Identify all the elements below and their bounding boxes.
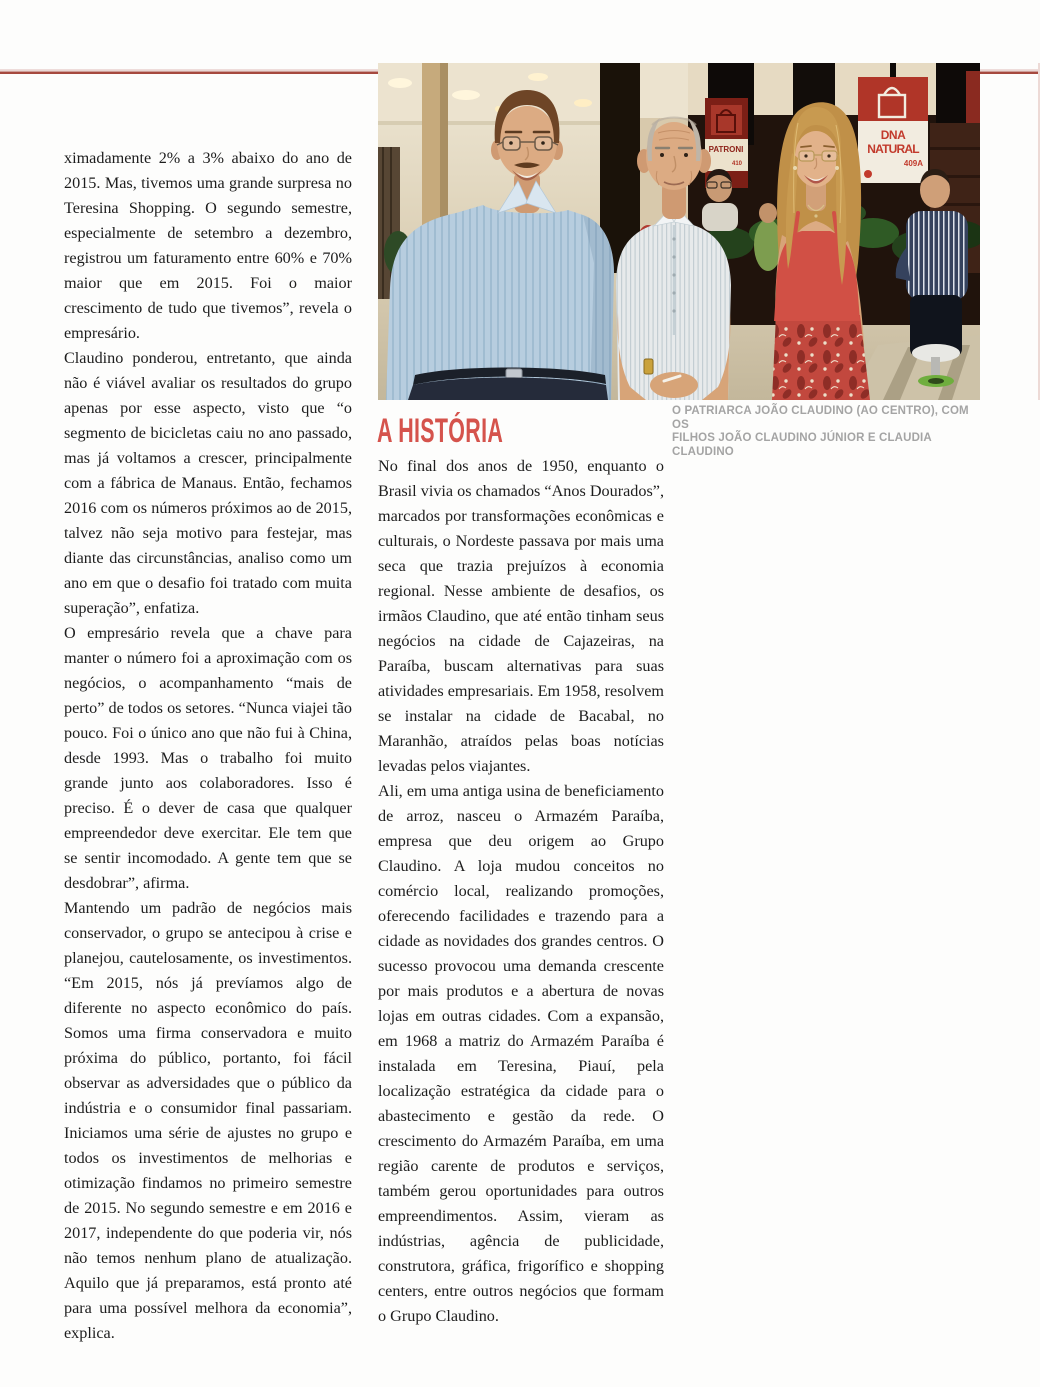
article-column-right	[378, 454, 664, 1329]
dna-banner-line1: DNA	[880, 128, 906, 142]
paragraph: No final dos anos de 1950, enquanto o Brasil vivia os chamados “Anos Dourados”, marcados por transformações econômicas e culturais, o Nordeste passava por mais uma seca que trazia prejuízos à economia regional. Nesse ambiente de desafios, os irmãos Claudino, que até então tinham seus negócios na cidade de Cajazeiras, na Paraíba, buscam alternativas para suas atividades empresariais. Em 1958, resolvem se instalar na cidade de Bacabal, no Maranhão, atraídos pelas boas notícias levadas pelos viajantes.	[378, 457, 664, 775]
paragraph: ximadamente 2% a 3% abaixo do ano de 2015. Mas, tivemos uma grande surpresa no Teresina Shopping. O segundo semestre, especialmente de setembro a dezembro, registrou um faturamento entre 60% e 70% maior que em 2015. Foi o maior crescimento de tudo que tivemos”, revela o empresário.	[64, 149, 352, 342]
paragraph: Ali, em uma antiga usina de beneficiamento de arroz, nasceu o Armazém Paraíba, empresa que deu origem ao Grupo Claudino. A loja mudou conceitos no comércio local, realizando promoções, oferecendo facilidades e trazendo para a cidade as novidades dos grandes centros. O sucesso provocou uma demanda crescente por mais produtos e a abertura de novas lojas em outras cidades. Com a expansão, em 1968 a matriz do Armazém Paraíba é instalada em Teresina, Piauí, pela localização estratégica da cidade para o abastecimento e gestão da rede. O crescimento do Armazém Paraíba, em uma região carente de produtos e serviços, também gerou oportunidades para outros empreendimentos. Assim, vieram as indústrias, agência de publicidade, construtora, gráfica, frigorífico e shopping centers, entre outros negócios que formam o Grupo Claudino.	[378, 782, 664, 1325]
dna-banner-number: 409A	[903, 159, 923, 168]
article-column-left	[64, 146, 352, 1346]
paragraph: Claudino ponderou, entretanto, que ainda não é viável avaliar os resultados do grupo apenas por esse aspecto, visto que “o segmento de bicicletas caiu no ano passado, mas já voltamos a crescer, principalmente com a fábrica de Manaus. Então, fechamos 2016 com os números próximos ao de 2015, talvez não seja motivo para festejar, mas diante das circunstâncias, analiso como um ano em que o desafio foi tratado com muita superação”, enfatiza.	[64, 349, 352, 617]
person-claudia-claudino	[772, 102, 870, 400]
patroni-banner-label: PATRONI	[708, 145, 744, 154]
dna-banner-line2: NATURAL	[867, 142, 919, 156]
patroni-banner-number: 410	[731, 161, 742, 167]
paragraph: O empresário revela que a chave para manter o número foi a aproximação com os negócios, o acompanhamento “mais de perto” de todos os setores. “Nunca viajei tão pouco. Foi o único ano que não fui à China, desde 1993. Mas o trabalho foi muito grande junto aos colaboradores. Isso é preciso. É o dever de casa que qualquer empreendedor deve exercitar. Ele tem que se sentir incomodado. A gente tem que se desdobrar”, afirma.	[64, 624, 352, 892]
caption-line-1: O PATRIARCA JOÃO CLAUDINO (AO CENTRO), COM OS	[672, 405, 969, 431]
paragraph: Mantendo um padrão de negócios mais conservador, o grupo se antecipou à crise e planejou, cautelosamente, os investimentos. “Em 2015, nós já prevíamos algo de diferente no aspecto econômico do país. Somos uma firma conservadora e muito próxima do público, portanto, foi fácil observar as adversidades que o público da indústria e o consumidor final passariam. Iniciamos uma série de ajustes no grupo e todos os investimentos de melhorias e otimização findamos no primeiro semestre de 2015. No segundo semestre e em 2016 e 2017, independente do que poderia vir, nós não temos nenhum plano de atualização. Aquilo que já preparamos, está pronto até para uma possível melhora da economia”, explica.	[64, 899, 352, 1342]
dna-natural-banner	[858, 63, 928, 183]
caption-line-2: FILHOS JOÃO CLAUDINO JÚNIOR E CLAUDIA CLAUDINO	[672, 432, 932, 458]
photo-caption	[672, 405, 980, 459]
event-photo	[378, 63, 980, 400]
section-heading-a-historia: A HISTÓRIA	[377, 412, 504, 450]
